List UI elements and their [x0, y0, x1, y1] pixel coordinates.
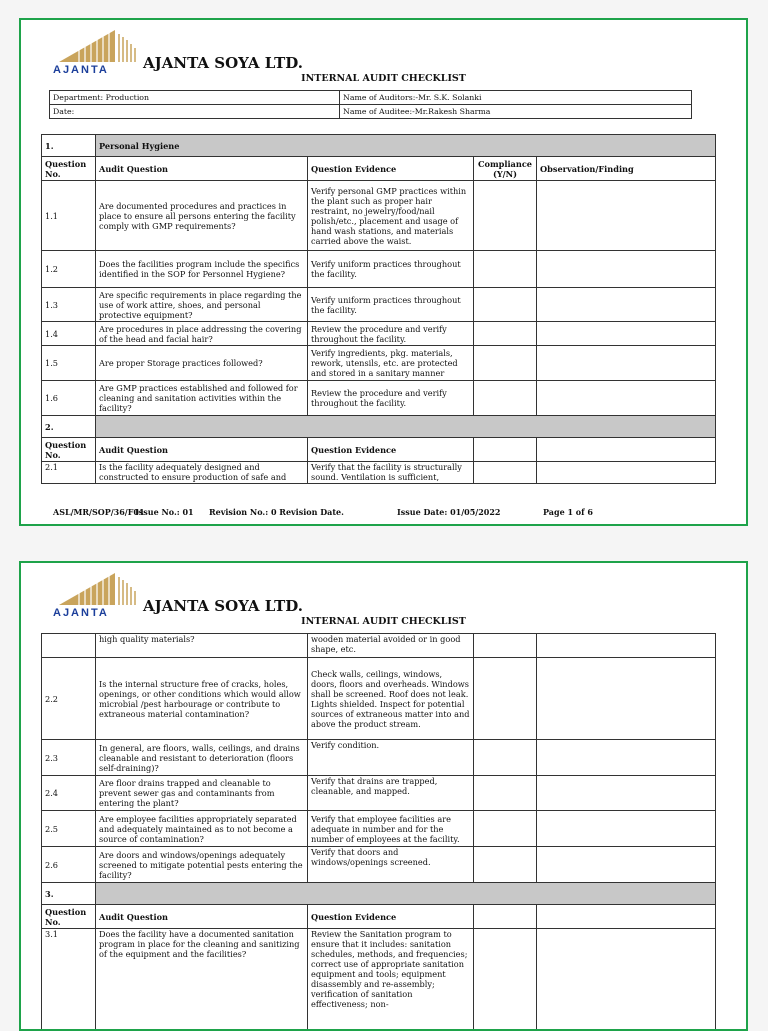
compliance-cell[interactable] [474, 634, 537, 658]
audit-question: high quality materials? [96, 634, 308, 658]
audit-question: Are employee facilities appropriately separated and adequately maintained as to not become a source of contamination? [96, 811, 308, 847]
question-evidence: Verify that drains are trapped, cleanable, and mapped. [308, 776, 474, 811]
footer-page-number: Page 1 of 6 [543, 507, 593, 517]
document-page-1 [19, 18, 748, 526]
observation-cell[interactable] [537, 346, 716, 381]
audit-question: In general, are floors, walls, ceilings, and drains cleanable and resistant to deterioration (floors self-draining)? [96, 740, 308, 776]
audit-question: Are specific requirements in place regarding the use of work attire, shoes, and personal protective equipment? [96, 288, 308, 322]
table-row [42, 251, 716, 288]
col-question-no: Question No. [42, 905, 96, 929]
question-evidence: wooden material avoided or in good shape, etc. [308, 634, 474, 658]
col-compliance: Compliance (Y/N) [474, 157, 537, 181]
compliance-cell[interactable] [474, 462, 537, 484]
question-evidence: Verify uniform practices throughout the facility. [308, 288, 474, 322]
observation-cell[interactable] [537, 847, 716, 883]
observation-cell[interactable] [537, 288, 716, 322]
table-row [42, 847, 716, 883]
compliance-cell[interactable] [474, 929, 537, 1031]
section-number: 2. [42, 416, 96, 438]
section-row [42, 135, 716, 157]
compliance-cell[interactable] [474, 776, 537, 811]
question-evidence: Verify uniform practices throughout the facility. [308, 251, 474, 288]
ajanta-logo [51, 571, 141, 617]
observation-cell[interactable] [537, 322, 716, 346]
department-cell: Department: Production [50, 91, 340, 105]
question-no: 3.1 [42, 929, 96, 1031]
document-page-2 [19, 561, 748, 1031]
question-no [42, 634, 96, 658]
footer-revision: Revision No.: 0 Revision Date. [209, 507, 344, 517]
observation-cell[interactable] [537, 634, 716, 658]
compliance-cell[interactable] [474, 740, 537, 776]
col-question-evidence: Question Evidence [308, 905, 474, 929]
company-name: AJANTA SOYA LTD. [143, 54, 303, 72]
section-number: 3. [42, 883, 96, 905]
observation-cell[interactable] [537, 929, 716, 1031]
col-question-no: Question No. [42, 157, 96, 181]
table-row [42, 811, 716, 847]
header-info-table [49, 90, 692, 119]
question-no: 1.1 [42, 181, 96, 251]
compliance-cell[interactable] [474, 251, 537, 288]
auditors-cell: Name of Auditors:-Mr. S.K. Solanki [340, 91, 692, 105]
table-row [42, 181, 716, 251]
doc-title: INTERNAL AUDIT CHECKLIST [21, 616, 746, 627]
observation-cell[interactable] [537, 658, 716, 740]
table-row [42, 346, 716, 381]
auditee-cell: Name of Auditee:-Mr.Rakesh Sharma [340, 105, 692, 119]
question-evidence: Verify that the facility is structurally sound. Ventilation is sufficient, [308, 462, 474, 484]
column-header-row [42, 157, 716, 181]
table-row [42, 929, 716, 1031]
observation-cell[interactable] [537, 811, 716, 847]
audit-question: Are documented procedures and practices in place to ensure all persons entering the facility comply with GMP requirements? [96, 181, 308, 251]
table-row [42, 658, 716, 740]
question-no: 1.2 [42, 251, 96, 288]
date-cell: Date: [50, 105, 340, 119]
compliance-cell[interactable] [474, 181, 537, 251]
company-name: AJANTA SOYA LTD. [143, 597, 303, 615]
compliance-cell[interactable] [474, 346, 537, 381]
question-no: 2.4 [42, 776, 96, 811]
footer-issue-date: Issue Date: 01/05/2022 [397, 507, 500, 517]
audit-table-page1 [41, 134, 716, 484]
question-evidence: Check walls, ceilings, windows, doors, floors and overheads. Windows shall be screened. Roof does not leak. Lights shielded. Inspect for potential sources of extraneous matter into and above the product stream. [308, 658, 474, 740]
question-no: 1.6 [42, 381, 96, 416]
doc-title: INTERNAL AUDIT CHECKLIST [21, 73, 746, 84]
section-title [96, 416, 716, 438]
audit-question: Is the internal structure free of cracks, holes, openings, or other conditions which would allow microbial /pest harbourage or contribute to extraneous material contamination? [96, 658, 308, 740]
footer-doc-no: ASL/MR/SOP/36/F01 [53, 507, 145, 517]
column-header-row [42, 905, 716, 929]
question-no: 2.1 [42, 462, 96, 484]
question-evidence: Verify condition. [308, 740, 474, 776]
col-audit-question: Audit Question [96, 438, 308, 462]
audit-table-page2 [41, 633, 716, 1031]
footer-issue-no: Issue No.: 01 [135, 507, 194, 517]
audit-question: Are doors and windows/openings adequately screened to mitigate potential pests entering the facility? [96, 847, 308, 883]
col-observation-blank [537, 438, 716, 462]
section-number: 1. [42, 135, 96, 157]
question-evidence: Verify personal GMP practices within the plant such as proper hair restraint, no jewelry/food/nail polish/etc., placement and usage of hand wash stations, and materials carried above the waist. [308, 181, 474, 251]
observation-cell[interactable] [537, 462, 716, 484]
observation-cell[interactable] [537, 776, 716, 811]
col-observation: Observation/Finding [537, 157, 716, 181]
table-row [42, 634, 716, 658]
question-evidence: Verify that employee facilities are adequate in number and for the number of employees at the facility. [308, 811, 474, 847]
col-question-evidence: Question Evidence [308, 438, 474, 462]
question-no: 1.4 [42, 322, 96, 346]
table-row [42, 288, 716, 322]
audit-question: Does the facilities program include the specifics identified in the SOP for Personnel Hygiene? [96, 251, 308, 288]
section-title [96, 883, 716, 905]
col-compliance-blank [474, 905, 537, 929]
observation-cell[interactable] [537, 740, 716, 776]
col-observation-blank [537, 905, 716, 929]
question-no: 2.6 [42, 847, 96, 883]
question-evidence: Review the procedure and verify throughout the facility. [308, 322, 474, 346]
question-no: 2.2 [42, 658, 96, 740]
ajanta-logo [51, 28, 141, 74]
observation-cell[interactable] [537, 251, 716, 288]
section-title: Personal Hygiene [96, 135, 716, 157]
audit-question: Does the facility have a documented sanitation program in place for the cleaning and sanitizing of the equipment and the facilities? [96, 929, 308, 1031]
col-question-evidence: Question Evidence [308, 157, 474, 181]
table-row [42, 462, 716, 484]
observation-cell[interactable] [537, 381, 716, 416]
compliance-cell[interactable] [474, 288, 537, 322]
question-evidence: Review the Sanitation program to ensure that it includes: sanitation schedules, methods, and frequencies; correct use of appropriate sanitation equipment and tools; equipment disassembly and re-assembly; verification of sanitation effectiveness; non- [308, 929, 474, 1031]
audit-question: Is the facility adequately designed and constructed to ensure production of safe and [96, 462, 308, 484]
column-header-row [42, 438, 716, 462]
question-evidence: Verify that doors and windows/openings screened. [308, 847, 474, 883]
table-row [42, 381, 716, 416]
audit-question: Are procedures in place addressing the covering of the head and facial hair? [96, 322, 308, 346]
observation-cell[interactable] [537, 181, 716, 251]
compliance-cell[interactable] [474, 322, 537, 346]
audit-question: Are GMP practices established and followed for cleaning and sanitation activities within the facility? [96, 381, 308, 416]
table-row [42, 322, 716, 346]
question-no: 1.3 [42, 288, 96, 322]
col-audit-question: Audit Question [96, 905, 308, 929]
svg-text:AJANTA: AJANTA [53, 64, 109, 74]
compliance-cell[interactable] [474, 811, 537, 847]
audit-question: Are proper Storage practices followed? [96, 346, 308, 381]
compliance-cell[interactable] [474, 847, 537, 883]
section-row [42, 416, 716, 438]
audit-question: Are floor drains trapped and cleanable to prevent sewer gas and contaminants from entering the plant? [96, 776, 308, 811]
section-row [42, 883, 716, 905]
col-question-no: Question No. [42, 438, 96, 462]
compliance-cell[interactable] [474, 381, 537, 416]
question-no: 1.5 [42, 346, 96, 381]
question-evidence: Review the procedure and verify throughout the facility. [308, 381, 474, 416]
svg-text:AJANTA: AJANTA [53, 607, 109, 617]
table-row [42, 776, 716, 811]
compliance-cell[interactable] [474, 658, 537, 740]
table-row [42, 740, 716, 776]
col-compliance-blank [474, 438, 537, 462]
question-no: 2.5 [42, 811, 96, 847]
question-evidence: Verify ingredients, pkg. materials, rework, utensils, etc. are protected and stored in a sanitary manner [308, 346, 474, 381]
col-audit-question: Audit Question [96, 157, 308, 181]
question-no: 2.3 [42, 740, 96, 776]
